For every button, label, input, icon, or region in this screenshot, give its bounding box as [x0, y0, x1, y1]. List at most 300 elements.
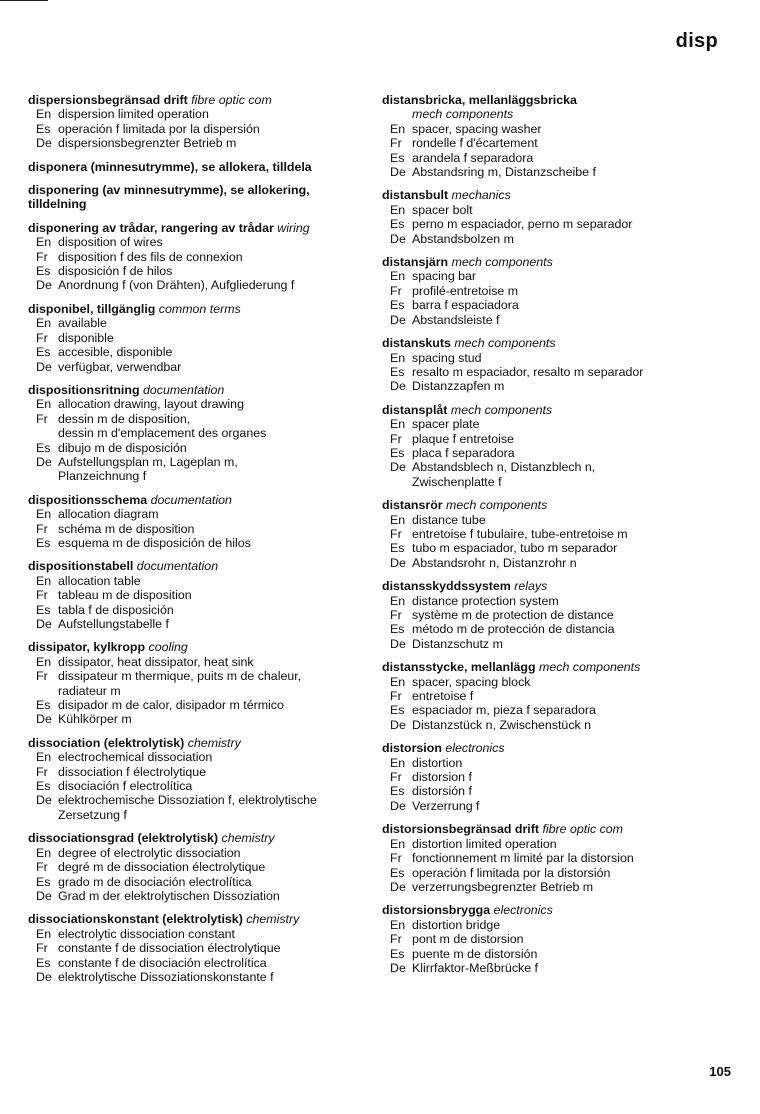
language-code: Fr — [390, 283, 402, 298]
entry-heading — [382, 741, 730, 755]
language-code: Es — [390, 622, 405, 637]
translation-line — [382, 460, 730, 474]
language-code: En — [36, 845, 52, 860]
translation-text: perno m espaciador, perno m separador — [412, 217, 633, 232]
language-code: Es — [390, 703, 405, 718]
translation-text: Aufstellungsplan m, Lageplan m, — [58, 454, 238, 469]
translation-line — [28, 136, 366, 150]
translation-text: disposition of wires — [58, 235, 163, 250]
translation-text: allocation drawing, layout drawing — [58, 397, 244, 412]
language-code: Es — [36, 779, 51, 794]
translation-text: distorsion f — [412, 770, 472, 785]
dictionary-entry — [28, 383, 366, 484]
translation-text: degree of electrolytic dissociation — [58, 845, 241, 860]
translation-line — [382, 365, 730, 379]
dictionary-entry — [28, 160, 366, 174]
translation-line — [28, 698, 366, 712]
language-code: De — [36, 278, 52, 293]
translation-line — [28, 970, 366, 984]
dictionary-entry — [28, 302, 366, 374]
subject-field: relays — [514, 579, 548, 594]
top-rule — [0, 0, 48, 1]
translation-line — [28, 360, 366, 374]
translation-line — [382, 961, 730, 975]
translation-line — [28, 712, 366, 726]
translation-line — [28, 808, 366, 822]
dictionary-entry — [28, 640, 366, 726]
entry-heading — [28, 221, 366, 235]
translation-text: Grad m der elektrolytischen Dissoziation — [58, 888, 280, 903]
translation-line — [28, 507, 366, 521]
translation-line — [28, 846, 366, 860]
subject-field: chemistry — [221, 831, 275, 846]
translation-text: Abstandsbolzen m — [412, 231, 514, 246]
language-code: De — [390, 231, 406, 246]
translation-text: dissociation f électrolytique — [58, 764, 207, 779]
translation-text: Zwischenplatte f — [412, 474, 502, 489]
dictionary-entry — [28, 221, 366, 293]
translation-text: accesible, disponible — [58, 345, 173, 360]
language-code: Fr — [36, 521, 48, 536]
subject-field: cooling — [148, 640, 188, 655]
subject-field: mech components — [539, 660, 641, 675]
language-code: En — [390, 593, 406, 608]
translation-line — [28, 441, 366, 455]
dictionary-entry — [382, 903, 730, 975]
translation-line — [382, 107, 730, 121]
language-code — [36, 469, 58, 483]
subject-field: electronics — [493, 903, 553, 918]
translation-line — [28, 956, 366, 970]
entry-heading — [28, 160, 366, 174]
subject-field: documentation — [150, 492, 232, 507]
translation-text: electrochemical dissociation — [58, 750, 213, 765]
translation-text: dessin m de disposition, — [58, 411, 191, 426]
translation-text: spacer bolt — [412, 202, 473, 217]
translation-line — [382, 203, 730, 217]
translation-line — [382, 756, 730, 770]
translation-line — [28, 669, 366, 683]
language-code — [36, 684, 58, 698]
language-code: Es — [390, 445, 405, 460]
translation-line — [28, 412, 366, 426]
translation-line — [28, 574, 366, 588]
language-code: En — [390, 417, 406, 432]
language-code: En — [390, 350, 406, 365]
language-code: Es — [36, 955, 51, 970]
translation-text: spacer, spacing block — [412, 674, 531, 689]
entry-heading — [28, 383, 366, 397]
dictionary-entry — [382, 579, 730, 651]
translation-line — [28, 264, 366, 278]
language-code: Fr — [36, 860, 48, 875]
translation-line — [28, 455, 366, 469]
dictionary-entry — [28, 912, 366, 984]
translation-text: dessin m d'emplacement des organes — [58, 426, 267, 441]
translation-line — [28, 655, 366, 669]
headword: disponering (av minnesutrymme), se allokering, tilldelning — [28, 183, 310, 212]
headword: distorsionsbrygga — [382, 903, 491, 918]
language-code: Es — [390, 784, 405, 799]
language-code: Es — [36, 440, 51, 455]
language-code: Es — [36, 698, 51, 713]
language-code — [36, 808, 58, 822]
translation-text: schéma m de disposition — [58, 521, 195, 536]
language-code: Fr — [390, 608, 402, 622]
translation-text: verfügbar, verwendbar — [58, 359, 182, 374]
entry-heading — [28, 183, 366, 212]
language-code: En — [36, 507, 52, 522]
headword: distansbricka, mellanläggsbricka — [382, 93, 577, 107]
headword: dissociation (elektrolytisk) — [28, 735, 185, 750]
headword: distansjärn — [382, 255, 449, 270]
translation-text: elektrochemische Dissoziation f, elektrolytische — [58, 793, 317, 808]
column-right — [382, 93, 730, 984]
language-code: En — [390, 512, 406, 527]
headword: dissociationskonstant (elektrolytisk) — [28, 912, 243, 927]
headword: distansbult — [382, 188, 449, 203]
translation-text: Distanzschutz m — [412, 636, 503, 651]
translation-text: verzerrungsbegrenzter Betrieb m — [412, 879, 594, 894]
headword: dispositionstabell — [28, 559, 134, 574]
translation-line — [28, 107, 366, 121]
entry-heading — [382, 822, 730, 836]
headword: distanskuts — [382, 336, 451, 351]
language-code: En — [390, 755, 406, 770]
column-left — [28, 93, 366, 993]
translation-text: espaciador m, pieza f separadora — [412, 703, 596, 718]
language-code: Es — [36, 264, 51, 279]
translation-text: available — [58, 316, 107, 331]
headword: distansrör — [382, 498, 443, 513]
entry-heading — [28, 559, 366, 573]
translation-text: système m de protection de distance — [412, 608, 614, 622]
translation-line — [382, 475, 730, 489]
translation-line — [382, 136, 730, 150]
language-code: De — [36, 136, 52, 151]
translation-text: distorsión f — [412, 784, 472, 799]
entry-heading — [382, 403, 730, 417]
language-code: Fr — [390, 932, 402, 947]
translation-line — [382, 432, 730, 446]
translation-text: Abstandsrohr n, Distanzrohr n — [412, 555, 577, 570]
language-code: En — [36, 926, 52, 941]
language-code: Es — [36, 121, 51, 136]
language-code: De — [36, 969, 52, 984]
translation-text: pont m de distorsion — [412, 932, 524, 947]
language-code: Es — [390, 364, 405, 379]
language-code: En — [36, 654, 52, 669]
translation-line — [28, 875, 366, 889]
translation-text: Kühlkörper m — [58, 712, 132, 727]
translation-line — [382, 351, 730, 365]
translation-text: puente m de distorsión — [412, 946, 538, 961]
headword: dispositionsschema — [28, 492, 148, 507]
translation-text: disociación f electrolítica — [58, 779, 193, 794]
language-code: Fr — [36, 411, 48, 426]
translation-text: distance tube — [412, 512, 486, 527]
language-code: De — [36, 617, 52, 631]
language-code: Es — [36, 874, 51, 889]
language-code: En — [36, 316, 52, 331]
translation-line — [28, 536, 366, 550]
translation-line — [382, 918, 730, 932]
subject-field: mech components — [446, 498, 548, 513]
language-code: Fr — [36, 330, 48, 345]
dictionary-entry — [382, 403, 730, 489]
translation-line — [382, 122, 730, 136]
language-code: De — [390, 555, 406, 570]
translation-text: fonctionnement m limité par la distorsion — [412, 851, 634, 866]
translation-line — [382, 880, 730, 894]
translation-line — [28, 750, 366, 764]
translation-line — [382, 784, 730, 798]
translation-text: dissipateur m thermique, puits m de chaleur, — [58, 669, 302, 684]
translation-line — [28, 927, 366, 941]
translation-text: allocation diagram — [58, 507, 159, 522]
translation-line — [28, 316, 366, 330]
language-code: De — [36, 359, 52, 374]
entry-heading — [28, 736, 366, 750]
translation-line — [382, 594, 730, 608]
translation-line — [28, 860, 366, 874]
translation-line — [382, 217, 730, 231]
language-code: Fr — [390, 526, 402, 541]
translation-text: degré m de dissociation électrolytique — [58, 860, 266, 875]
translation-text: dissipator, heat dissipator, heat sink — [58, 654, 254, 669]
translation-line — [382, 703, 730, 717]
translation-line — [28, 397, 366, 411]
language-code: De — [390, 636, 406, 651]
translation-line — [28, 522, 366, 536]
translation-text: placa f separadora — [412, 445, 515, 460]
language-code: Fr — [390, 851, 402, 866]
language-code: Fr — [36, 588, 48, 603]
language-code: Es — [390, 298, 405, 313]
translation-text: Abstandsleiste f — [412, 312, 500, 327]
translation-line — [382, 932, 730, 946]
translation-text: operación f limitada por la distorsión — [412, 865, 611, 880]
translation-text: operación f limitada por la dispersión — [58, 121, 260, 136]
translation-line — [382, 541, 730, 555]
translation-text: Abstandsring m, Distanzscheibe f — [412, 165, 596, 180]
subject-field: wiring — [277, 220, 310, 235]
language-code: De — [390, 312, 406, 327]
translation-text: distance protection system — [412, 593, 559, 608]
translation-text: Distanzzapfen m — [412, 379, 505, 394]
language-code: En — [390, 674, 406, 689]
translation-line — [28, 235, 366, 249]
translation-line — [28, 426, 366, 440]
translation-text: spacing stud — [412, 350, 482, 365]
language-code: Es — [36, 602, 51, 617]
language-code: Es — [390, 865, 405, 880]
entry-heading — [28, 640, 366, 654]
language-code: Fr — [390, 689, 402, 704]
subject-field: electronics — [445, 741, 505, 756]
headword: distorsion — [382, 741, 442, 756]
translation-text: Abstandsblech n, Distanzblech n, — [412, 460, 596, 475]
translation-text: constante f de disociación electrolítica — [58, 955, 267, 970]
translation-text: plaque f entretoise — [412, 431, 514, 446]
dictionary-entry — [28, 559, 366, 631]
translation-line — [382, 947, 730, 961]
subject-field: documentation — [136, 559, 219, 574]
translation-line — [382, 770, 730, 784]
headword: dissociationsgrad (elektrolytisk) — [28, 831, 219, 846]
translation-text: Klirrfaktor-Meßbrücke f — [412, 960, 538, 975]
translation-text: Zersetzung f — [58, 807, 127, 822]
subject-field: mech components — [454, 336, 556, 351]
translation-text: constante f de dissociation électrolytique — [58, 941, 281, 956]
language-code: Fr — [36, 764, 48, 779]
translation-text: entretoise f — [412, 689, 474, 704]
dictionary-entry — [28, 93, 366, 151]
language-code: De — [36, 888, 52, 903]
translation-text: barra f espaciadora — [412, 298, 519, 313]
headword: dissipator, kylkropp — [28, 640, 146, 655]
language-code: De — [36, 793, 52, 808]
headword: dispersionsbegränsad drift — [28, 93, 188, 107]
entry-heading — [382, 579, 730, 593]
translation-line — [28, 250, 366, 264]
translation-text: Distanzstück n, Zwischenstück n — [412, 717, 592, 732]
translation-line — [382, 527, 730, 541]
translation-line — [382, 866, 730, 880]
language-code — [390, 107, 412, 121]
dictionary-entry — [382, 188, 730, 246]
translation-text: disposition f des fils de connexion — [58, 249, 243, 264]
language-code: Fr — [36, 941, 48, 956]
headword: dispositionsritning — [28, 382, 140, 397]
language-code: En — [390, 917, 406, 932]
translation-text: spacer, spacing washer — [412, 121, 542, 136]
translation-line — [382, 513, 730, 527]
translation-text: mech components — [412, 107, 514, 122]
translation-line — [382, 313, 730, 327]
language-code: De — [390, 960, 406, 975]
language-code: Fr — [390, 136, 402, 151]
entry-heading — [28, 912, 366, 926]
translation-line — [382, 675, 730, 689]
dictionary-entry — [382, 336, 730, 394]
dictionary-entry — [382, 255, 730, 327]
translation-text: distortion bridge — [412, 917, 501, 932]
translation-line — [382, 718, 730, 732]
language-code: En — [36, 750, 52, 765]
language-code — [390, 475, 412, 489]
language-code: Es — [390, 946, 405, 961]
entry-heading — [382, 660, 730, 674]
headword: distansplåt — [382, 402, 448, 417]
subject-field: chemistry — [246, 912, 300, 927]
translation-text: spacer plate — [412, 417, 480, 432]
page-number: 105 — [709, 1064, 731, 1079]
entry-heading — [28, 493, 366, 507]
language-code: Fr — [390, 431, 402, 446]
subject-field: fibre optic com — [191, 93, 272, 107]
translation-text: grado m de disociación electrolítica — [58, 874, 252, 889]
language-code: Fr — [390, 770, 402, 785]
translation-line — [382, 269, 730, 283]
translation-text: disipador m de calor, disipador m térmico — [58, 698, 284, 713]
translation-line — [28, 603, 366, 617]
translation-text: disposición f de hilos — [58, 264, 173, 279]
translation-text: dispersionsbegrenzter Betrieb m — [58, 136, 237, 151]
translation-line — [382, 284, 730, 298]
translation-line — [382, 799, 730, 813]
translation-text: Aufstellungstabelle f — [58, 617, 169, 631]
language-code: En — [390, 269, 406, 284]
translation-line — [28, 779, 366, 793]
headword: distansstycke, mellanlägg — [382, 660, 536, 675]
translation-line — [28, 345, 366, 359]
language-code: Es — [390, 217, 405, 232]
dictionary-entry — [28, 736, 366, 822]
translation-text: resalto m espaciador, resalto m separador — [412, 364, 644, 379]
dictionary-entry — [382, 822, 730, 894]
translation-text: dibujo m de disposición — [58, 440, 187, 455]
translation-line — [382, 298, 730, 312]
language-code: De — [390, 798, 406, 813]
translation-line — [28, 469, 366, 483]
translation-line — [28, 765, 366, 779]
translation-line — [28, 793, 366, 807]
language-code: De — [36, 712, 52, 727]
translation-line — [382, 637, 730, 651]
translation-line — [28, 889, 366, 903]
translation-text: dispersion limited operation — [58, 107, 209, 122]
headword: disponera (minnesutrymme), se allokera, tilldela — [28, 159, 312, 174]
subject-field: mechanics — [451, 188, 511, 203]
language-code: En — [390, 202, 406, 217]
language-code — [36, 426, 58, 440]
language-code: De — [390, 379, 406, 394]
translation-line — [382, 379, 730, 393]
translation-text: rondelle f d'écartement — [412, 136, 538, 151]
dictionary-entry — [382, 660, 730, 732]
headword: disponibel, tillgänglig — [28, 301, 156, 316]
translation-text: arandela f separadora — [412, 150, 534, 165]
translation-line — [382, 608, 730, 622]
dictionary-entry — [382, 741, 730, 813]
subject-field: mech components — [450, 402, 553, 417]
language-code: Es — [390, 150, 405, 165]
translation-line — [28, 941, 366, 955]
language-code: De — [390, 717, 406, 732]
subject-field: mech components — [451, 255, 553, 270]
dictionary-entry — [28, 831, 366, 903]
translation-text: disponible — [58, 330, 114, 345]
language-code: Es — [36, 345, 51, 360]
translation-text: profilé-entretoise m — [412, 283, 519, 298]
translation-text: Planzeichnung f — [58, 469, 147, 484]
subject-field: fibre optic com — [542, 822, 624, 837]
language-code: De — [390, 165, 406, 180]
translation-text: Anordnung f (von Drähten), Aufgliederung f — [58, 278, 295, 293]
subject-field: documentation — [142, 382, 225, 397]
translation-line — [28, 278, 366, 292]
translation-line — [28, 617, 366, 631]
language-code: Es — [36, 535, 51, 550]
translation-line — [28, 684, 366, 698]
translation-line — [382, 851, 730, 865]
dictionary-entry — [28, 183, 366, 212]
translation-line — [382, 446, 730, 460]
translation-text: tabla f de disposición — [58, 602, 174, 617]
translation-text: método m de protección de distancia — [412, 622, 615, 637]
translation-line — [28, 588, 366, 602]
